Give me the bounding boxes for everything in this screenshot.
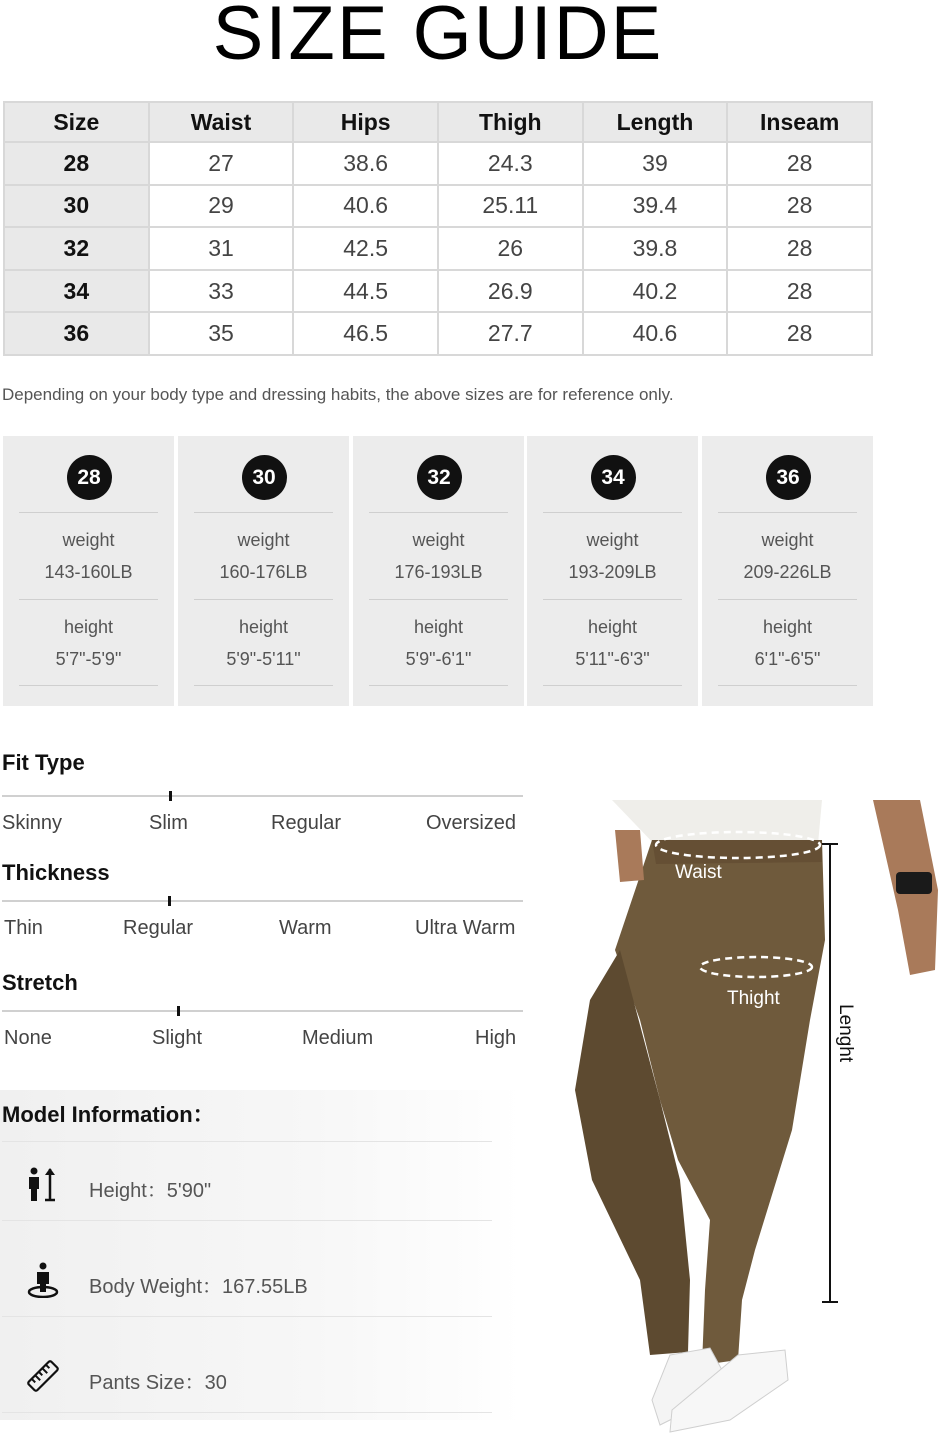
thickness-option-warm: Warm — [279, 917, 332, 939]
stretch-indicator — [177, 1006, 180, 1016]
weight-label: weight — [237, 530, 290, 550]
weight-label: weight — [761, 530, 814, 550]
divider — [19, 599, 158, 600]
cell-size: 34 — [4, 270, 149, 313]
size-card — [527, 436, 698, 706]
size-card — [353, 436, 524, 706]
divider — [718, 685, 857, 686]
stretch-option-high: High — [475, 1027, 517, 1049]
cell-hips: 38.6 — [293, 142, 438, 185]
weight-value: 193-209LB — [568, 562, 657, 582]
height-label: height — [63, 617, 114, 637]
ruler-icon — [26, 1358, 60, 1394]
divider — [2, 1141, 492, 1142]
cell-waist: 33 — [149, 270, 294, 313]
divider — [2, 1316, 492, 1317]
size-card — [702, 436, 873, 706]
thickness-title: Thickness — [2, 860, 110, 885]
pants-illustration — [560, 800, 939, 1438]
divider — [19, 685, 158, 686]
size-badge: 28 — [67, 455, 112, 500]
model-height: Height：5'90" — [89, 1180, 212, 1202]
cell-thigh: 27.7 — [438, 312, 583, 355]
cell-length: 39.4 — [583, 185, 728, 228]
size-table — [3, 101, 873, 356]
model-body-weight: Body Weight：167.55LB — [89, 1276, 308, 1298]
reference-note: Depending on your body type and dressing habits, the above sizes are for reference only. — [2, 385, 674, 404]
cell-inseam: 28 — [727, 270, 872, 313]
divider — [2, 1220, 492, 1221]
table-row — [4, 185, 872, 228]
cell-size: 28 — [4, 142, 149, 185]
thickness-option-thin: Thin — [4, 917, 43, 939]
length-label: Lenght — [835, 1004, 856, 1063]
cell-waist: 27 — [149, 142, 294, 185]
height-label: height — [413, 617, 464, 637]
page-title: SIZE GUIDE — [212, 0, 664, 76]
thickness-scale — [2, 900, 523, 902]
weight-label: weight — [412, 530, 465, 550]
cell-hips: 42.5 — [293, 227, 438, 270]
weight-label: weight — [62, 530, 115, 550]
height-label: height — [238, 617, 289, 637]
cell-size: 30 — [4, 185, 149, 228]
divider — [543, 512, 682, 513]
height-value: 5'11"-6'3" — [575, 649, 650, 669]
cell-length: 40.6 — [583, 312, 728, 355]
height-value: 5'9"-6'1" — [405, 649, 472, 669]
size-badge: 32 — [417, 455, 462, 500]
divider — [194, 685, 333, 686]
cell-inseam: 28 — [727, 185, 872, 228]
size-card — [3, 436, 174, 706]
fit-type-indicator — [169, 791, 172, 801]
cell-thigh: 26 — [438, 227, 583, 270]
divider — [718, 599, 857, 600]
thickness-option-regular: Regular — [123, 917, 194, 939]
cell-length: 39.8 — [583, 227, 728, 270]
model-info-panel — [0, 1090, 522, 1420]
stretch-title: Stretch — [2, 970, 78, 995]
table-row — [4, 270, 872, 313]
height-value: 5'7"-5'9" — [55, 649, 122, 669]
divider — [543, 599, 682, 600]
table-row — [4, 312, 872, 355]
header-hips: Hips — [293, 102, 438, 142]
divider — [718, 512, 857, 513]
fit-option-regular: Regular — [271, 812, 342, 834]
waist-label: Waist — [675, 862, 722, 883]
cell-hips: 46.5 — [293, 312, 438, 355]
height-value: 6'1"-6'5" — [754, 649, 821, 669]
cell-thigh: 25.11 — [438, 185, 583, 228]
fit-option-oversized: Oversized — [426, 812, 517, 834]
weight-value: 176-193LB — [394, 562, 483, 582]
thigh-label: Thight — [727, 988, 780, 1009]
stretch-scale — [2, 1010, 523, 1012]
divider — [369, 599, 508, 600]
fit-type-title: Fit Type — [2, 750, 85, 775]
model-pants-size: Pants Size：30 — [89, 1372, 227, 1394]
header-thigh: Thigh — [438, 102, 583, 142]
divider — [369, 512, 508, 513]
cell-waist: 29 — [149, 185, 294, 228]
weight-value: 143-160LB — [44, 562, 133, 582]
height-icon — [26, 1166, 60, 1202]
stretch-option-slight: Slight — [152, 1027, 203, 1049]
height-label: height — [587, 617, 638, 637]
weight-value: 209-226LB — [743, 562, 832, 582]
size-badge: 36 — [766, 455, 811, 500]
height-value: 5'9"-5'11" — [226, 649, 301, 669]
table-header-row — [4, 102, 872, 142]
fit-option-slim: Slim — [149, 812, 188, 834]
thickness-indicator — [168, 896, 171, 906]
weight-value: 160-176LB — [219, 562, 308, 582]
divider — [543, 685, 682, 686]
size-badge: 30 — [242, 455, 287, 500]
cell-waist: 35 — [149, 312, 294, 355]
cell-size: 36 — [4, 312, 149, 355]
cell-length: 39 — [583, 142, 728, 185]
header-size: Size — [4, 102, 149, 142]
divider — [2, 1412, 492, 1413]
table-row — [4, 227, 872, 270]
stretch-option-none: None — [4, 1027, 52, 1049]
cell-hips: 44.5 — [293, 270, 438, 313]
fit-type-scale — [2, 795, 523, 797]
weight-label: weight — [586, 530, 639, 550]
size-badge: 34 — [591, 455, 636, 500]
divider — [19, 512, 158, 513]
cell-thigh: 26.9 — [438, 270, 583, 313]
cell-hips: 40.6 — [293, 185, 438, 228]
header-length: Length — [583, 102, 728, 142]
cell-waist: 31 — [149, 227, 294, 270]
height-label: height — [762, 617, 813, 637]
thickness-option-ultra-warm: Ultra Warm — [415, 917, 516, 939]
header-waist: Waist — [149, 102, 294, 142]
cell-thigh: 24.3 — [438, 142, 583, 185]
table-row — [4, 142, 872, 185]
divider — [369, 685, 508, 686]
cell-inseam: 28 — [727, 312, 872, 355]
cell-length: 40.2 — [583, 270, 728, 313]
body-weight-icon — [26, 1262, 60, 1298]
fit-option-skinny: Skinny — [2, 812, 63, 834]
size-card — [178, 436, 349, 706]
divider — [194, 512, 333, 513]
header-inseam: Inseam — [727, 102, 872, 142]
cell-inseam: 28 — [727, 142, 872, 185]
divider — [194, 599, 333, 600]
cell-inseam: 28 — [727, 227, 872, 270]
cell-size: 32 — [4, 227, 149, 270]
model-info-title: Model Information： — [2, 1102, 215, 1127]
stretch-option-medium: Medium — [302, 1027, 374, 1049]
